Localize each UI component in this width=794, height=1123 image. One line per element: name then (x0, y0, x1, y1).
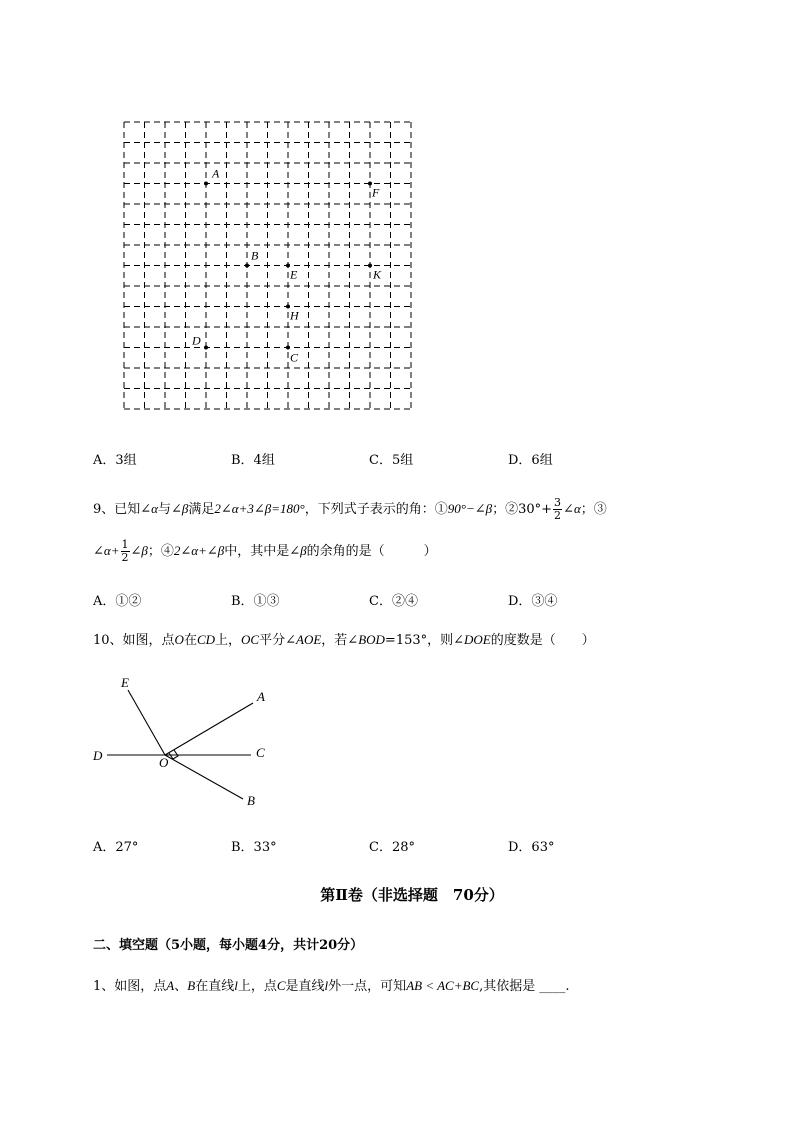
grid-point-label-c: C (290, 350, 299, 365)
q8-option-c: C．5组 (369, 453, 414, 468)
label-c: C (256, 745, 265, 760)
grid-point-label-a: A (212, 166, 220, 181)
grid-point-b (245, 264, 249, 268)
ray-oe (128, 690, 165, 755)
fraction-3-2: $\frac{3}{2}$ (554, 496, 562, 522)
grid-point-label-k: K (373, 267, 382, 282)
q8-option-b: B．4组 (231, 453, 275, 468)
grid-point-label-d: D (192, 333, 201, 348)
q10-option-b: B．33° (231, 840, 277, 855)
grid-point-label-e: E (290, 267, 298, 282)
fraction-1-2: $\frac{1}{2}$ (121, 538, 129, 564)
q9-option-b: B．①③ (231, 594, 280, 609)
q8-option-a: A．3组 (93, 453, 137, 468)
grid-point-d (204, 346, 208, 350)
section-subtitle: 二、填空题（5小题，每小题4分，共计20分） (93, 938, 364, 953)
grid-point-label-h: H (290, 308, 299, 323)
fill-question-1: 1、如图，点A、B在直线l上，点C是直线l外一点，可知AB < AC+BC,其依据是 ____. (93, 978, 570, 994)
section-title: 第Ⅱ卷（非选择题 70分） (320, 886, 504, 904)
grid-point-a (204, 182, 208, 186)
grid-point-k (368, 264, 372, 268)
q9-option-c: C．②④ (369, 594, 418, 609)
q9-line1: 9、已知∠α与∠β满足2∠α+3∠β=180°，下列式子表示的角：①90°−∠β；②30°+ $\frac{3}{2}$ ∠α；③ (93, 496, 607, 522)
grid-point-c (286, 346, 290, 350)
q10-option-a: A．27° (93, 840, 139, 855)
q9-option-d: D．③④ (508, 594, 558, 609)
label-a: A (257, 689, 265, 704)
ray-oa (165, 703, 253, 755)
grid-figure (110, 110, 430, 410)
q10-option-d: D．63° (508, 840, 555, 855)
angle-figure (85, 668, 285, 813)
ray-ob (165, 755, 243, 799)
grid-point-label-b: B (251, 248, 259, 263)
q10-stem: 10、如图，点O在CD上，OC平分∠AOE，若∠BOD=153°，则∠DOE的度数是（ ） (93, 632, 595, 648)
q9-line2: ∠α+ $\frac{1}{2}$ ∠β；④2∠α+∠β中，其中是∠β的余角的是（ ） (93, 538, 437, 564)
q8-option-d: D．6组 (508, 453, 553, 468)
label-o: O (159, 755, 169, 770)
label-b: B (247, 793, 255, 808)
q9-option-a: A．①② (93, 594, 142, 609)
q10-option-c: C．28° (369, 840, 415, 855)
label-d: D (93, 748, 103, 763)
grid-point-label-f: F (372, 185, 380, 200)
label-e: E (121, 675, 129, 690)
